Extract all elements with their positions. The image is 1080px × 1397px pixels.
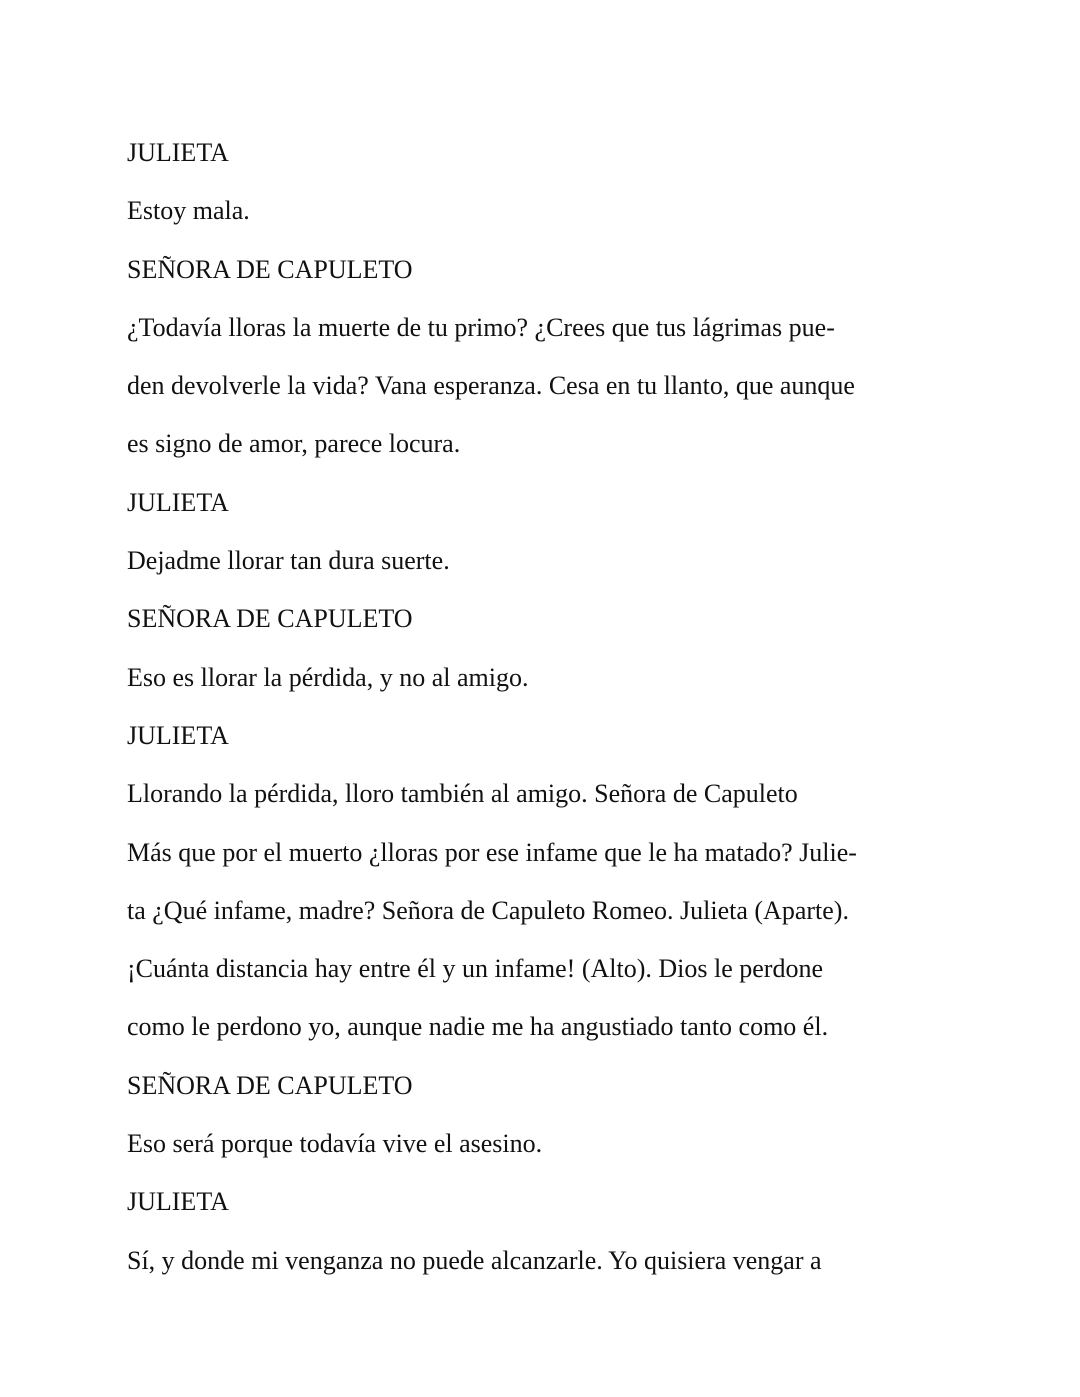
- dialogue-line: es signo de amor, parece locura.: [127, 429, 461, 459]
- dialogue-line: Eso será porque todavía vive el asesino.: [127, 1129, 543, 1159]
- dialogue-line: ta ¿Qué infame, madre? Señora de Capuleto Romeo. Julieta (Aparte).: [127, 895, 849, 925]
- dialogue-line: den devolverle la vida? Vana esperanza. Cesa en tu llanto, que aunque: [127, 371, 855, 401]
- dialogue-line: ¿Todavía lloras la muerte de tu primo? ¿Crees que tus lágrimas pue-: [127, 312, 835, 342]
- dialogue-line: Llorando la pérdida, lloro también al amigo. Señora de Capuleto: [127, 779, 798, 809]
- dialogue-line: Estoy mala.: [127, 196, 250, 226]
- dialogue-line: Más que por el muerto ¿lloras por ese infame que le ha matado? Julie-: [127, 837, 857, 867]
- dialogue-line: Dejadme llorar tan dura suerte.: [127, 546, 450, 576]
- speaker-name: JULIETA: [127, 720, 229, 750]
- dialogue-line: ¡Cuánta distancia hay entre él y un infame! (Alto). Dios le perdone: [127, 954, 823, 984]
- speaker-name: JULIETA: [127, 1187, 229, 1217]
- speaker-name: SEÑORA DE CAPULETO: [127, 1070, 413, 1100]
- speaker-name: SEÑORA DE CAPULETO: [127, 604, 413, 634]
- speaker-name: SEÑORA DE CAPULETO: [127, 254, 413, 284]
- dialogue-line: Eso es llorar la pérdida, y no al amigo.: [127, 662, 529, 692]
- speaker-name: JULIETA: [127, 487, 229, 517]
- document-body: [127, 124, 887, 1290]
- speaker-name: JULIETA: [127, 138, 229, 167]
- dialogue-line: Sí, y donde mi venganza no puede alcanzarle. Yo quisiera vengar a: [127, 1245, 822, 1275]
- dialogue-line: como le perdono yo, aunque nadie me ha angustiado tanto como él.: [127, 1012, 829, 1042]
